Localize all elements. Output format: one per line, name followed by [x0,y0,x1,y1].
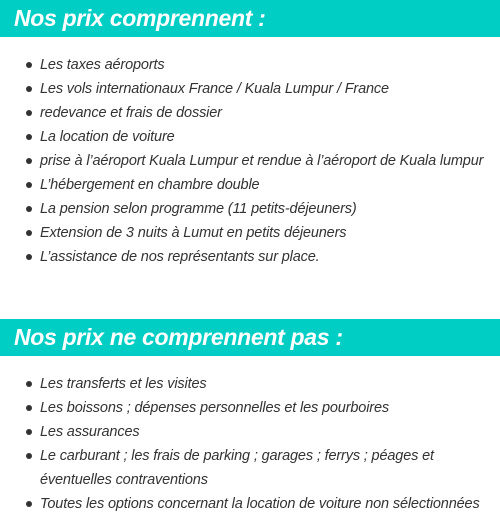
list-item [0,53,500,77]
list-item [0,420,500,444]
bullet-icon [26,158,32,164]
bullet-icon [26,405,32,411]
list-item [0,492,500,516]
list-item-text: Extension de 3 nuits à Lumut en petits déjeuners [40,225,347,241]
list-item-text: La pension selon programme (11 petits-déjeuners) [40,201,357,217]
included-section-header [0,0,500,37]
list-item [0,221,500,245]
list-item-text: prise à l’aéroport Kuala Lumpur et rendue à l’aéroport de Kuala lumpur [40,153,484,169]
bullet-icon [26,254,32,260]
list-item-text: redevance et frais de dossier [40,105,222,121]
bullet-icon [26,110,32,116]
list-item-text: Les transferts et les visites [40,376,207,392]
bullet-icon [26,453,32,459]
list-item-text: L’assistance de nos représentants sur place. [40,249,320,265]
list-item-text: Les assurances [40,424,140,440]
list-item-text: Les vols internationaux France / Kuala Lumpur / France [40,81,389,97]
list-item [0,444,500,492]
list-item-text: Le carburant ; les frais de parking ; garages ; ferrys ; péages et éventuelles contraventions [40,448,434,488]
included-list [0,53,500,269]
bullet-icon [26,134,32,140]
list-item-text: La location de voiture [40,129,175,145]
bullet-icon [26,501,32,507]
excluded-section-title: Nos prix ne comprennent pas : [14,324,343,350]
list-item [0,101,500,125]
list-item [0,173,500,197]
bullet-icon [26,62,32,68]
bullet-icon [26,230,32,236]
list-item-text: Toutes les options concernant la location de voiture non sélectionnées [40,496,480,512]
list-item [0,125,500,149]
list-item [0,149,500,173]
excluded-list [0,372,500,516]
list-item [0,197,500,221]
bullet-icon [26,429,32,435]
list-item-text: Les taxes aéroports [40,57,165,73]
bullet-icon [26,86,32,92]
excluded-section-header [0,319,500,356]
bullet-icon [26,182,32,188]
bullet-icon [26,381,32,387]
bullet-icon [26,206,32,212]
list-item [0,77,500,101]
included-section-title: Nos prix comprennent : [14,5,266,31]
list-item-text: Les boissons ; dépenses personnelles et les pourboires [40,400,389,416]
list-item [0,372,500,396]
list-item [0,396,500,420]
list-item [0,245,500,269]
list-item-text: L’hébergement en chambre double [40,177,260,193]
